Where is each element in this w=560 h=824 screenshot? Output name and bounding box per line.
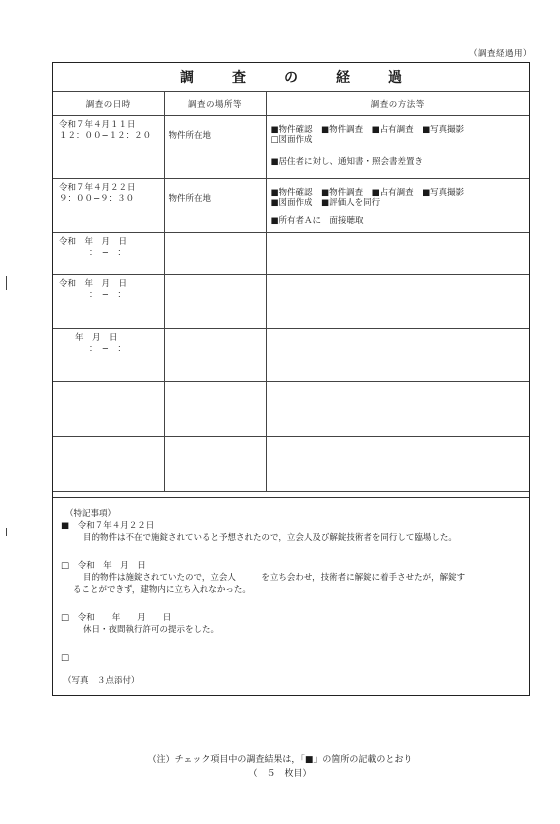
note-item — [61, 520, 523, 544]
checkbox-checked: ■ — [61, 521, 70, 531]
date-line: 令和 年 月 日 — [59, 237, 128, 247]
method-cell — [266, 437, 529, 492]
checkbox-unchecked: □ — [61, 653, 70, 663]
method-line: □図面作成 — [270, 135, 313, 145]
date-line: 年 月 日 — [75, 333, 118, 343]
table-row — [53, 233, 529, 275]
place-cell: 物件所在地 — [164, 116, 266, 179]
place-cell — [164, 437, 266, 492]
method-cell — [266, 116, 529, 179]
note-text: 休日・夜間執行許可の提示をした。 — [83, 625, 220, 635]
table-row — [53, 329, 529, 382]
table-row — [53, 116, 529, 179]
note-text: 目的物件は不在で施錠されていると予想されたので，立会人及び解錠技術者を同行して臨場した。 — [83, 533, 457, 543]
title-row — [53, 63, 529, 92]
time-line: ９：００−９：３０ — [59, 194, 135, 204]
method-line: ■物件確認 ■物件調査 ■占有調査 ■写真撮影 — [270, 188, 465, 198]
date-cell — [53, 233, 164, 275]
time-line: １２：００−１２：２０ — [59, 131, 152, 141]
date-cell — [53, 179, 164, 233]
note-date: 令和 年 月 日 — [77, 561, 146, 571]
method-cell — [266, 329, 529, 382]
date-cell — [53, 116, 164, 179]
time-line: ： − ： — [89, 248, 126, 258]
time-line: ： − ： — [89, 290, 126, 300]
header-method: 調査の方法等 — [266, 92, 529, 116]
note-item — [61, 652, 523, 664]
note-date: 令和７年４月２２日 — [77, 521, 155, 531]
table-row — [53, 275, 529, 329]
header-date: 調査の日時 — [53, 92, 164, 116]
photo-note: （写真 ３点添付） — [63, 676, 140, 686]
place-cell — [164, 382, 266, 437]
margin-mark — [6, 276, 13, 290]
footer-note: （注）チェック項目中の調査結果は，「■」の箇所の記載のとおり — [147, 755, 413, 765]
checkbox-unchecked: □ — [61, 561, 70, 571]
note-item — [61, 560, 523, 596]
table-row — [53, 437, 529, 492]
checkbox-unchecked: □ — [61, 613, 70, 623]
margin-mark — [6, 528, 13, 536]
method-cell — [266, 233, 529, 275]
method-line: ■居住者に対し、通知書・照会書差置き — [270, 157, 424, 167]
date-line: 令和７年４月１１日 — [59, 120, 136, 130]
date-cell — [53, 275, 164, 329]
special-notes — [53, 497, 529, 698]
notes-label: （特記事項） — [65, 509, 117, 519]
method-line: ■所有者Ａに 面接聴取 — [270, 216, 364, 226]
date-line: 令和７年４月２２日 — [59, 183, 136, 193]
page-count: （ ５ 枚目） — [248, 769, 312, 779]
table-row — [53, 179, 529, 233]
note-item — [61, 612, 523, 636]
method-cell — [266, 382, 529, 437]
date-line: 令和 年 月 日 — [59, 279, 128, 289]
header-place: 調査の場所等 — [164, 92, 266, 116]
date-cell — [53, 382, 164, 437]
place-cell — [164, 329, 266, 382]
note-text: 目的物件は施錠されていたので，立会人 を立ち会わせ，技術者に解錠に着手させたが，解錠す — [83, 573, 466, 583]
note-text: ることができず，建物内に立ち入れなかった。 — [73, 585, 251, 595]
place-cell — [164, 233, 266, 275]
report-frame — [52, 62, 530, 696]
note-date: 令和 年 月 日 — [77, 613, 172, 623]
header-note: （調査経過用） — [468, 49, 532, 59]
method-line: ■物件確認 ■物件調査 ■占有調査 ■写真撮影 — [270, 125, 465, 135]
time-line: ： − ： — [89, 344, 126, 354]
table-row — [53, 382, 529, 437]
place-cell: 物件所在地 — [164, 179, 266, 233]
date-cell — [53, 437, 164, 492]
method-cell — [266, 179, 529, 233]
place-cell — [164, 275, 266, 329]
date-cell — [53, 329, 164, 382]
method-cell — [266, 275, 529, 329]
table-header — [53, 92, 529, 116]
method-line: ■図面作成 ■評価人を同行 — [270, 198, 381, 208]
survey-table — [53, 91, 529, 492]
page-title: 調 査 の 経 過 — [180, 70, 414, 86]
